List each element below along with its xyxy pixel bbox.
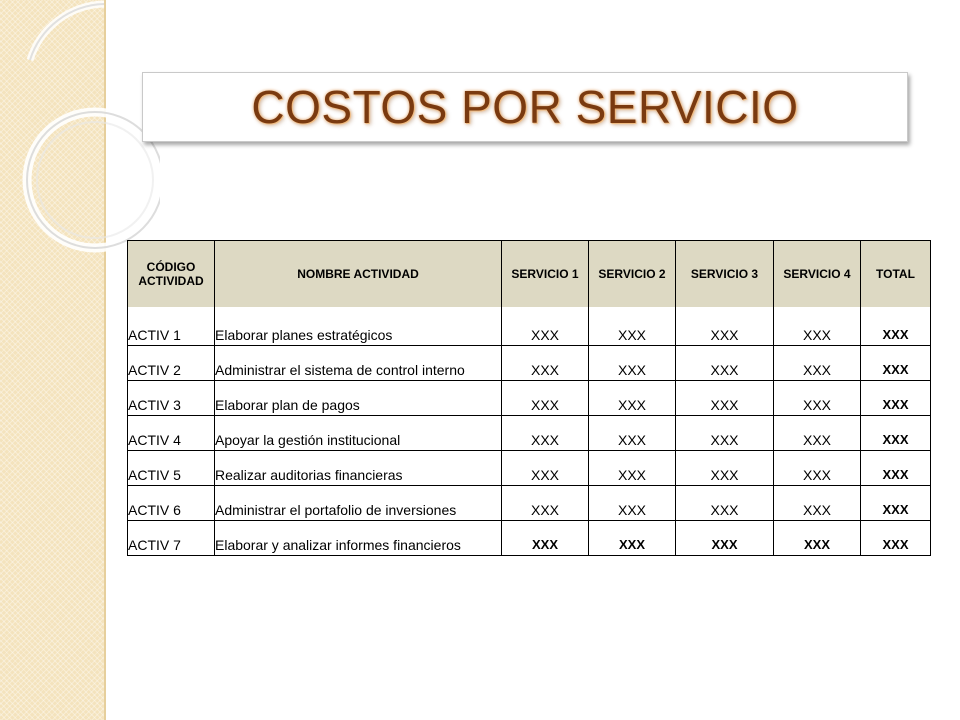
table-row [128, 346, 931, 381]
cell-name: Realizar auditorias financieras [215, 451, 502, 486]
cell-service-3: XXX [676, 451, 774, 486]
cell-service-1: XXX [502, 521, 589, 556]
cell-service-4: XXX [774, 451, 861, 486]
costs-table [127, 240, 931, 556]
cell-service-1: XXX [502, 486, 589, 521]
cell-service-4: XXX [774, 307, 861, 346]
cell-service-1: XXX [502, 307, 589, 346]
cell-code: ACTIV 6 [128, 486, 215, 521]
cell-service-2: XXX [589, 381, 676, 416]
cell-service-4: XXX [774, 381, 861, 416]
cell-service-3: XXX [676, 416, 774, 451]
header-service-3: SERVICIO 3 [676, 241, 774, 308]
cell-service-1: XXX [502, 346, 589, 381]
cell-total: XXX [861, 346, 931, 381]
cell-service-4: XXX [774, 346, 861, 381]
cell-name: Elaborar y analizar informes financieros [215, 521, 502, 556]
cell-total: XXX [861, 521, 931, 556]
cell-service-4: XXX [774, 486, 861, 521]
cell-service-2: XXX [589, 416, 676, 451]
header-service-1: SERVICIO 1 [502, 241, 589, 308]
cell-service-1: XXX [502, 416, 589, 451]
cell-service-3: XXX [676, 381, 774, 416]
cell-service-2: XXX [589, 521, 676, 556]
cell-service-2: XXX [589, 346, 676, 381]
title-box [142, 72, 908, 142]
table-row [128, 307, 931, 346]
cell-total: XXX [861, 416, 931, 451]
cell-service-4: XXX [774, 416, 861, 451]
header-code: CÓDIGO ACTIVIDAD [128, 241, 215, 308]
cell-code: ACTIV 3 [128, 381, 215, 416]
cell-code: ACTIV 4 [128, 416, 215, 451]
table-header-row [128, 241, 931, 308]
cell-code: ACTIV 5 [128, 451, 215, 486]
cell-code: ACTIV 1 [128, 307, 215, 346]
cell-name: Elaborar plan de pagos [215, 381, 502, 416]
cell-total: XXX [861, 307, 931, 346]
table-row [128, 416, 931, 451]
cell-code: ACTIV 2 [128, 346, 215, 381]
cell-name: Administrar el portafolio de inversiones [215, 486, 502, 521]
cell-service-2: XXX [589, 451, 676, 486]
cell-service-3: XXX [676, 307, 774, 346]
cell-total: XXX [861, 451, 931, 486]
table-row [128, 486, 931, 521]
cell-total: XXX [861, 381, 931, 416]
header-service-2: SERVICIO 2 [589, 241, 676, 308]
page-title: COSTOS POR SERVICIO [251, 81, 799, 133]
cell-service-4: XXX [774, 521, 861, 556]
header-total: TOTAL [861, 241, 931, 308]
cell-code: ACTIV 7 [128, 521, 215, 556]
cell-service-2: XXX [589, 307, 676, 346]
cell-total: XXX [861, 486, 931, 521]
cell-service-3: XXX [676, 346, 774, 381]
cell-name: Administrar el sistema de control interno [215, 346, 502, 381]
cell-name: Elaborar planes estratégicos [215, 307, 502, 346]
table-row [128, 451, 931, 486]
cell-service-3: XXX [676, 521, 774, 556]
cell-name: Apoyar la gestión institucional [215, 416, 502, 451]
header-service-4: SERVICIO 4 [774, 241, 861, 308]
table-row [128, 381, 931, 416]
cell-service-1: XXX [502, 381, 589, 416]
table-row [128, 521, 931, 556]
header-name: NOMBRE ACTIVIDAD [215, 241, 502, 308]
cell-service-1: XXX [502, 451, 589, 486]
cell-service-2: XXX [589, 486, 676, 521]
cell-service-3: XXX [676, 486, 774, 521]
